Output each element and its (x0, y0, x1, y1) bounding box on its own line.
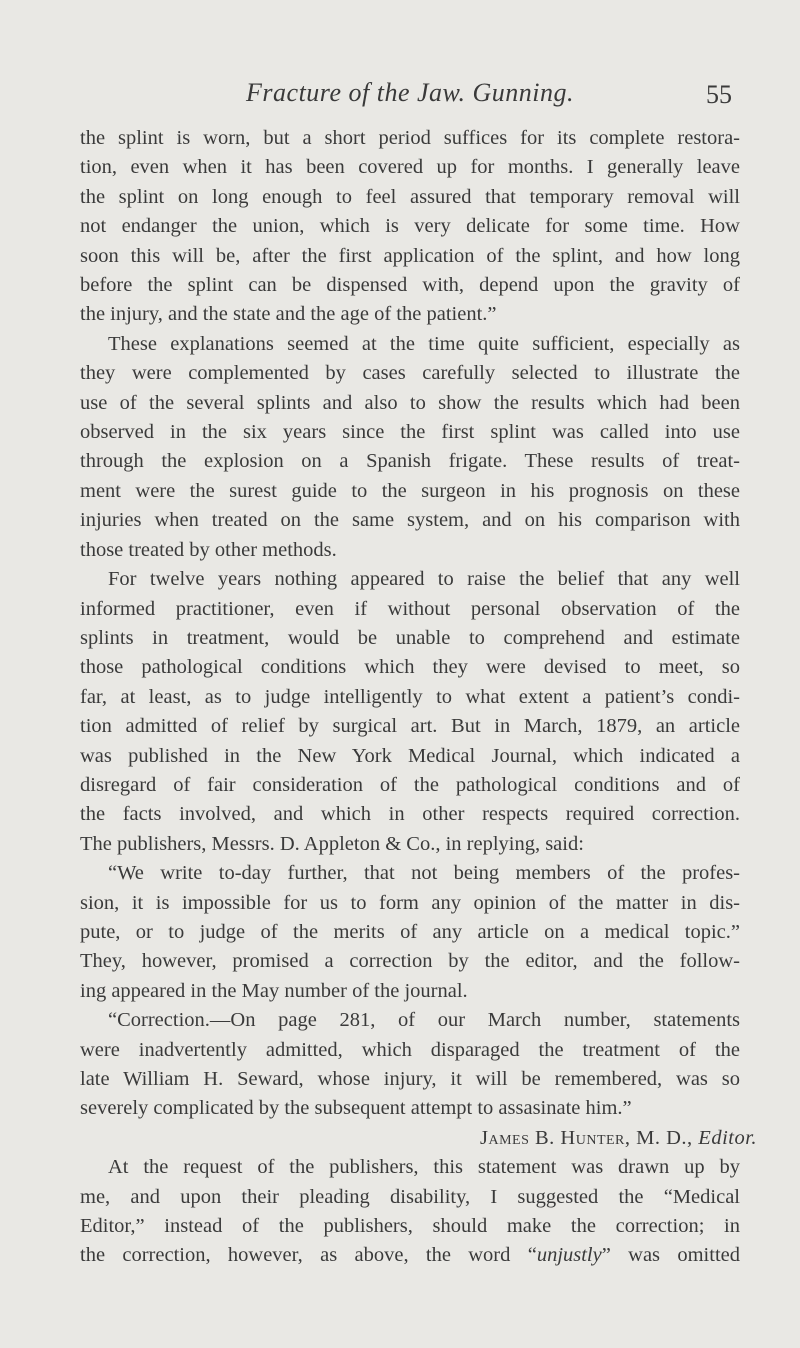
text-line: far, at least, as to judge intelligently to what extent a patient’s condi- (80, 685, 740, 708)
text-line: were inadvertently admitted, which disparaged the treatment of the (80, 1038, 740, 1061)
signature-name: James B. Hunter, M. D., (480, 1126, 693, 1149)
text-line: use of the several splints and also to show the results which had been (80, 391, 740, 414)
text-line: They, however, promised a correction by the editor, and the follow- (80, 950, 740, 973)
text-line: not endanger the union, which is very delicate for some time. How (80, 215, 740, 238)
text-line: For twelve years nothing appeared to raise the belief that any well (108, 568, 740, 591)
final-line-italic: unjustly (536, 1244, 602, 1267)
signature-title: Editor. (698, 1126, 758, 1149)
text-line-final (80, 1241, 740, 1270)
text-line: observed in the six years since the first splint was called into use (80, 421, 740, 444)
text-line: These explanations seemed at the time quite sufficient, especially as (108, 332, 740, 355)
text-line: ment were the surest guide to the surgeon in his prognosis on these (80, 479, 740, 502)
text-line: was published in the New York Medical Journal, which indicated a (80, 744, 740, 767)
final-line-before: the correction, however, as above, the word “ (80, 1244, 537, 1267)
text-line: disregard of fair consideration of the pathological conditions and of (80, 773, 740, 796)
text-line: through the explosion on a Spanish frigate. These results of treat- (80, 450, 740, 473)
text-line: the facts involved, and which in other respects required correction. (80, 803, 740, 826)
signature-line (80, 1124, 758, 1153)
text-line: sion, it is impossible for us to form any opinion of the matter in dis- (80, 891, 740, 914)
text-line: before the splint can be dispensed with, depend upon the gravity of (80, 274, 740, 297)
text-line: late William H. Seward, whose injury, it will be remembered, was so (80, 1068, 740, 1090)
text-line: they were complemented by cases carefully selected to illustrate the (80, 362, 740, 385)
body-text (80, 124, 758, 1271)
text-line: the splint is worn, but a short period suffices for its complete restora- (80, 127, 740, 149)
running-title: Fracture of the Jaw. Gunning. (246, 78, 574, 107)
text-line: ing appeared in the May number of the journal. (80, 979, 468, 1002)
text-line: pute, or to judge of the merits of any article on a medical topic.” (80, 920, 740, 943)
text-line: those pathological conditions which they were devised to meet, so (80, 656, 740, 679)
text-line: informed practitioner, even if without personal observation of the (80, 597, 740, 620)
running-head (80, 78, 740, 118)
text-line: the injury, and the state and the age of the patient.” (80, 303, 497, 326)
page-number: 55 (706, 80, 732, 109)
text-line: me, and upon their pleading disability, I suggested the “Medical (80, 1185, 740, 1208)
text-line: soon this will be, after the first application of the splint, and how long (80, 244, 740, 267)
text-line: tion, even when it has been covered up for months. I generally leave (80, 156, 740, 179)
text-line: splints in treatment, would be unable to comprehend and estimate (80, 626, 740, 649)
text-line: “We write to-day further, that not being members of the profes- (108, 862, 740, 885)
text-line: injuries when treated on the same system, and on his comparison with (80, 509, 740, 532)
text-line: At the request of the publishers, this statement was drawn up by (108, 1156, 740, 1179)
text-line: severely complicated by the subsequent attempt to assasinate him.” (80, 1097, 632, 1120)
text-line: The publishers, Messrs. D. Appleton & Co., in replying, said: (80, 832, 584, 855)
text-line: the splint on long enough to feel assured that temporary removal will (80, 185, 740, 208)
text-line: those treated by other methods. (80, 538, 337, 561)
final-line-after: ” was omitted (601, 1244, 740, 1267)
text-line: “Correction.—On page 281, of our March number, statements (108, 1009, 740, 1032)
text-line: Editor,” instead of the publishers, should make the correction; in (80, 1215, 740, 1238)
text-line: tion admitted of relief by surgical art. But in March, 1879, an article (80, 715, 740, 738)
